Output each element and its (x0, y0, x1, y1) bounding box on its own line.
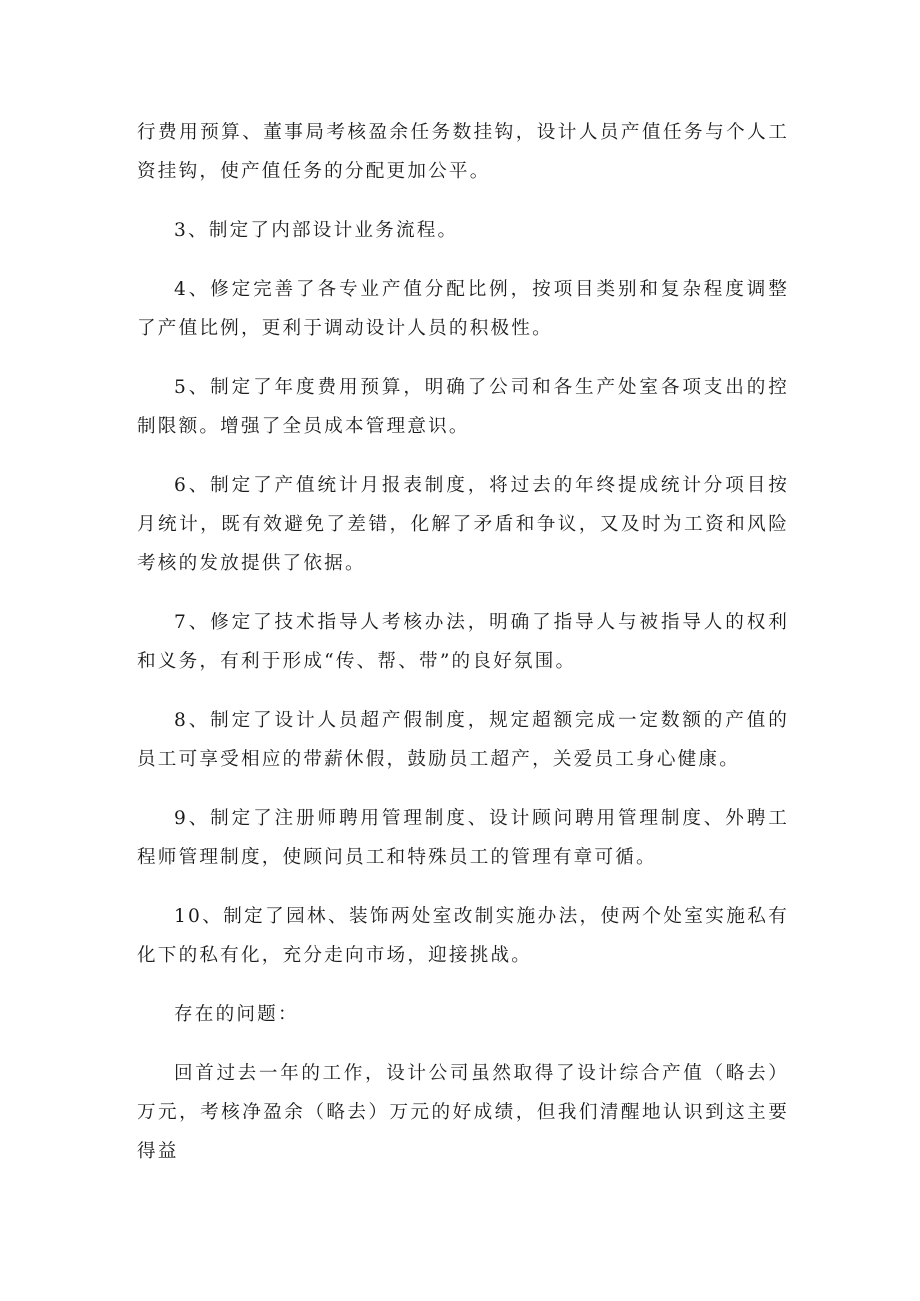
paragraph-item-8: 8、制定了设计人员超产假制度，规定超额完成一定数额的产值的员工可享受相应的带薪休假，鼓励员工超产，关爱员工身心健康。 (137, 710, 789, 770)
paragraph-continued: 行费用预算、董事局考核盈余任务数挂钩，设计人员产值任务与个人工资挂钩，使产值任务的分配更加公平。 (137, 122, 789, 182)
paragraph-item-6: 6、制定了产值统计月报表制度，将过去的年终提成统计分项目按月统计，既有效避免了差错，化解了矛盾和争议，又及时为工资和风险考核的发放提供了依据。 (137, 475, 789, 574)
paragraph-item-4: 4、修定完善了各专业产值分配比例，按项目类别和复杂程度调整了产值比例，更利于调动设计人员的积极性。 (137, 279, 789, 339)
section-heading-issues: 存在的问题： (174, 1004, 299, 1025)
document-body (137, 113, 789, 1191)
paragraph-item-10: 10、制定了园林、装饰两处室改制实施办法，使两个处室实施私有化下的私有化，充分走向市场，迎接挑战。 (137, 906, 789, 966)
paragraph-item-3: 3、制定了内部设计业务流程。 (174, 220, 459, 241)
paragraph-item-5: 5、制定了年度费用预算，明确了公司和各生产处室各项支出的控制限额。增强了全员成本管理意识。 (137, 377, 789, 437)
paragraph-item-9: 9、制定了注册师聘用管理制度、设计顾问聘用管理制度、外聘工程师管理制度，使顾问员工和特殊员工的管理有章可循。 (137, 808, 789, 868)
paragraph-review: 回首过去一年的工作，设计公司虽然取得了设计综合产值（略去）万元，考核净盈余（略去）万元的好成绩，但我们清醒地认识到这主要得益 (137, 1063, 789, 1162)
paragraph-item-7: 7、修定了技术指导人考核办法，明确了指导人与被指导人的权利和义务，有利于形成“传、帮、带”的良好氛围。 (137, 612, 789, 672)
